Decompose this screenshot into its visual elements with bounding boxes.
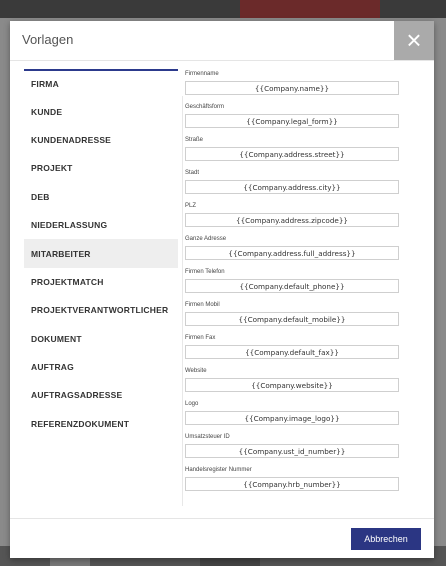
field-firmen-mobil [185,302,405,335]
field-label: Straße [185,137,204,143]
firmen-fax-input[interactable] [185,345,399,359]
sidebar-item-label: PROJEKTMATCH [31,276,104,287]
handelsregister-nummer-input[interactable] [185,477,399,491]
field-website [185,368,405,401]
stadt-input[interactable] [185,180,399,194]
field-label: Firmenname [185,71,219,77]
sidebar-item-label: KUNDENADRESSE [31,134,112,145]
close-button[interactable] [394,21,434,60]
field-plz [185,203,405,236]
sidebar-item-deb[interactable] [24,183,178,211]
field-logo [185,401,405,434]
sidebar-item-kundenadresse[interactable] [24,126,178,154]
field-label: Geschäftsform [185,104,225,110]
field-firmen-fax [185,335,405,368]
dialog-footer-divider [10,518,434,519]
background-app-header [0,0,446,18]
sidebar-item-projekt[interactable] [24,154,178,182]
logo-input[interactable] [185,411,399,425]
sidebar-divider [182,96,183,506]
sidebar-item-label: FIRMA [31,79,59,90]
field-handelsregister-nummer [185,467,405,500]
sidebar-item-mitarbeiter[interactable] [24,239,178,267]
field-label: Firmen Fax [185,335,216,341]
field-umsatzsteuer-id [185,434,405,467]
close-icon: × [406,25,422,55]
geschaeftsform-input[interactable] [185,114,399,128]
sidebar-item-label: KUNDE [31,106,63,117]
sidebar-item-niederlassung[interactable] [24,211,178,239]
dialog-title: Vorlagen [22,32,74,47]
sidebar-item-label: AUFTRAGSADRESSE [31,390,123,401]
field-geschaeftsform [185,104,405,137]
field-ganze-adresse [185,236,405,269]
website-input[interactable] [185,378,399,392]
ganze-adresse-input[interactable] [185,246,399,260]
field-strasse [185,137,405,170]
field-stadt [185,170,405,203]
field-label: Umsatzsteuer ID [185,434,230,440]
sidebar-item-auftrag[interactable] [24,353,178,381]
field-firmen-telefon [185,269,405,302]
field-label: Website [185,368,207,374]
background-header-accent [240,0,380,18]
placeholder-fields [185,71,405,500]
sidebar-item-projektmatch[interactable] [24,268,178,296]
plz-input[interactable] [185,213,399,227]
sidebar-item-referenzdokument[interactable] [24,410,178,438]
sidebar-item-label: PROJEKT [31,163,73,174]
field-label: Firmen Telefon [185,269,225,275]
sidebar-item-kunde[interactable] [24,97,178,125]
sidebar-item-label: PROJEKTVERANTWORTLICHER [31,305,169,316]
field-label: Stadt [185,170,200,176]
sidebar-item-dokument[interactable] [24,325,178,353]
sidebar-item-label: MITARBEITER [31,248,91,259]
field-label: Firmen Mobil [185,302,220,308]
sidebar-item-label: AUFTRAG [31,362,74,373]
sidebar-item-label: REFERENZDOKUMENT [31,418,130,429]
field-label: Handelsregister Nummer [185,467,252,473]
field-firmenname [185,71,405,104]
firmen-mobil-input[interactable] [185,312,399,326]
sidebar-item-label: NIEDERLASSUNG [31,220,108,231]
firmenname-input[interactable] [185,81,399,95]
dialog-header [10,21,434,61]
firmen-telefon-input[interactable] [185,279,399,293]
sidebar-item-auftragsadresse[interactable] [24,381,178,409]
templates-dialog [10,21,434,558]
strasse-input[interactable] [185,147,399,161]
cancel-button[interactable]: Abbrechen [351,528,421,550]
field-label: Logo [185,401,199,407]
umsatzsteuer-id-input[interactable] [185,444,399,458]
field-label: Ganze Adresse [185,236,227,242]
sidebar-item-label: DOKUMENT [31,333,82,344]
field-label: PLZ [185,203,197,209]
sidebar-item-projektverantwortlicher[interactable] [24,296,178,324]
sidebar-item-label: DEB [31,191,50,202]
category-sidebar [24,69,178,438]
sidebar-item-firma[interactable] [24,69,178,97]
